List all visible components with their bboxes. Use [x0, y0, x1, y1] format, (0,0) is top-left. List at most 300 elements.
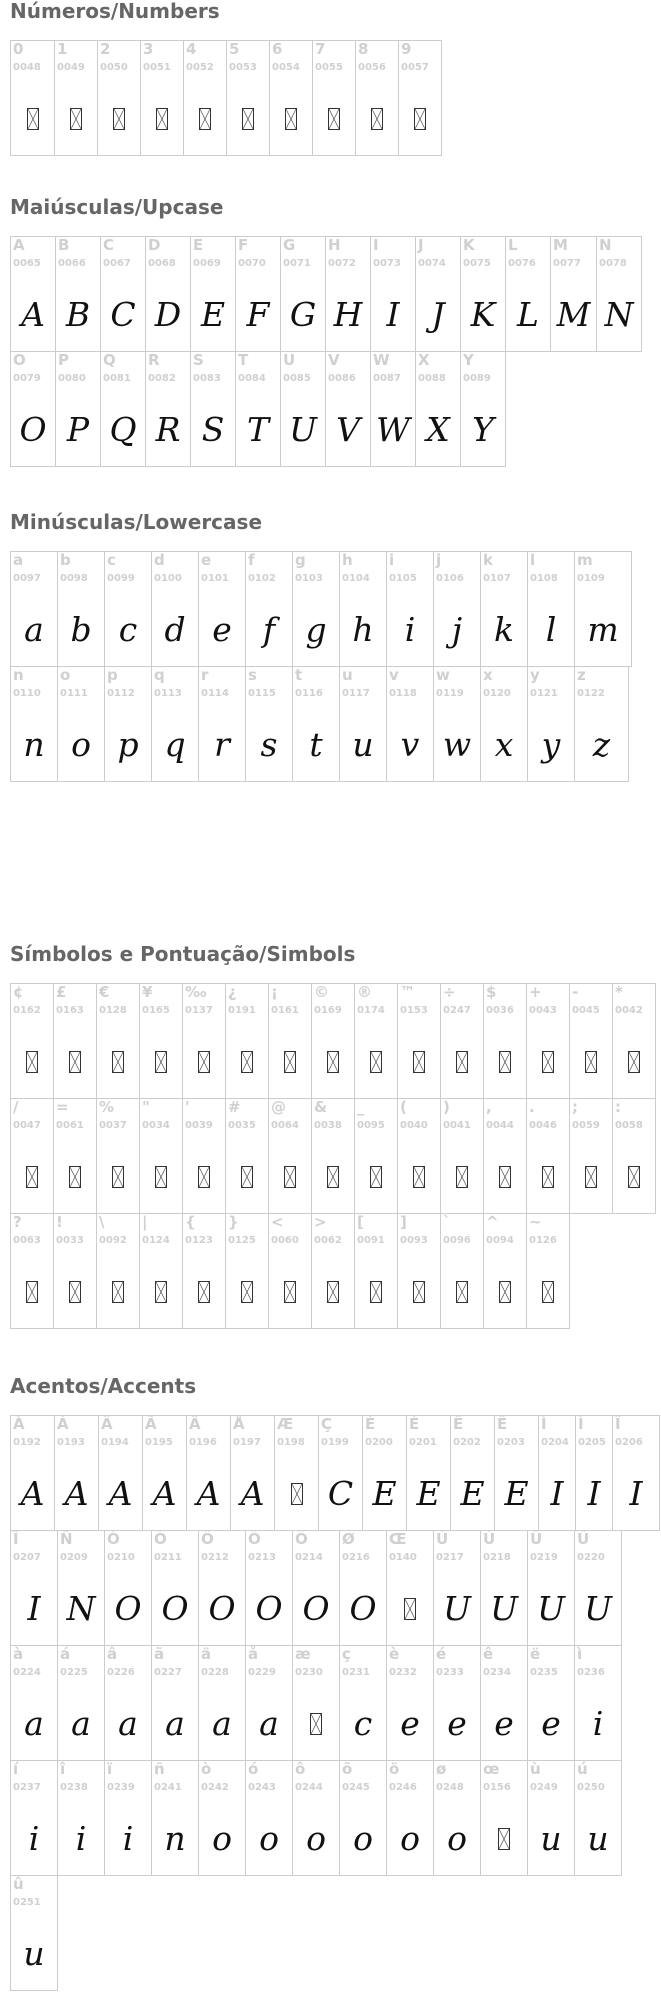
glyph-char-label: Q	[103, 351, 116, 369]
glyph-code-label: 0242	[201, 1782, 229, 1793]
glyph-sample: o	[212, 1819, 232, 1858]
missing-glyph-icon	[11, 99, 54, 139]
missing-glyph-icon	[398, 1042, 440, 1082]
glyph-code-label: 0051	[143, 62, 171, 73]
section-numbers	[10, 0, 661, 155]
missing-glyph-icon	[355, 1042, 397, 1082]
glyph-code-label: 0100	[154, 573, 182, 584]
glyph-cell	[527, 1530, 575, 1646]
glyph-code-label: 0248	[436, 1782, 464, 1793]
glyph-char-label: ™	[400, 983, 415, 1001]
glyph-cell	[354, 1098, 398, 1214]
glyph-char-label: ¿	[228, 983, 237, 1001]
glyph-cell	[57, 551, 105, 667]
glyph-char-label: õ	[342, 1760, 353, 1778]
missing-glyph-icon	[484, 1042, 526, 1082]
missing-glyph-icon	[484, 1157, 526, 1197]
glyph-cell	[245, 1530, 293, 1646]
glyph-cell	[339, 1530, 387, 1646]
glyph-code-label: 0163	[56, 1005, 84, 1016]
glyph-cell	[10, 1213, 54, 1329]
glyph-char-label: )	[443, 1098, 450, 1116]
glyph-char-label: :	[615, 1098, 621, 1116]
glyph-sample: i	[75, 1819, 87, 1858]
glyph-char-label: î	[60, 1760, 66, 1778]
glyph-cell	[325, 351, 371, 467]
glyph-cell	[612, 983, 656, 1099]
glyph-sample: A	[21, 295, 45, 334]
glyph-sample: P	[66, 410, 90, 449]
glyph-code-label: 0165	[142, 1005, 170, 1016]
glyph-sample: O	[349, 1589, 377, 1628]
glyph-sample: o	[306, 1819, 326, 1858]
glyph-code-label: 0045	[572, 1005, 600, 1016]
glyph-char-label: ñ	[154, 1760, 165, 1778]
glyph-cell	[480, 551, 528, 667]
glyph-cell	[575, 1415, 613, 1531]
section-title: Símbolos e Pontuação/Simbols	[10, 942, 356, 966]
glyph-cell	[55, 351, 101, 467]
glyph-char-label: ÷	[443, 983, 456, 1001]
glyph-char-label: $	[486, 983, 497, 1001]
glyph-sample: I	[550, 1474, 564, 1513]
glyph-sample: E	[460, 1474, 485, 1513]
glyph-cell	[292, 1645, 340, 1761]
glyph-cell	[574, 551, 632, 667]
glyph-cell	[198, 666, 246, 782]
glyph-cell	[339, 1760, 387, 1876]
glyph-code-label: 0235	[530, 1667, 558, 1678]
glyph-char-label: (	[400, 1098, 407, 1116]
glyph-code-label: 0057	[401, 62, 429, 73]
glyph-sample: E	[416, 1474, 441, 1513]
glyph-sample: n	[164, 1819, 186, 1858]
glyph-sample: y	[541, 725, 561, 764]
glyph-char-label: v	[389, 666, 399, 684]
glyph-char-label: w	[436, 666, 450, 684]
glyph-cell	[406, 1415, 451, 1531]
glyph-char-label: d	[154, 551, 165, 569]
glyph-char-label: W	[373, 351, 390, 369]
glyph-char-label: {	[185, 1213, 196, 1231]
missing-glyph-icon	[11, 1272, 53, 1312]
glyph-char-label: a	[13, 551, 24, 569]
glyph-code-label: 0206	[615, 1437, 643, 1448]
glyph-cell	[53, 983, 97, 1099]
glyph-cell	[292, 551, 340, 667]
glyph-sample: O	[302, 1589, 330, 1628]
missing-glyph-icon	[98, 99, 140, 139]
glyph-char-label: &	[314, 1098, 328, 1116]
glyph-cell	[268, 1213, 312, 1329]
glyph-char-label: c	[107, 551, 116, 569]
glyph-code-label: 0061	[56, 1120, 84, 1131]
glyph-sample: h	[352, 610, 374, 649]
glyph-char-label: B	[58, 236, 70, 254]
missing-glyph-icon	[527, 1272, 569, 1312]
glyph-cell	[198, 1760, 246, 1876]
glyph-code-label: 0065	[13, 258, 41, 269]
glyph-code-label: 0169	[314, 1005, 342, 1016]
missing-glyph-icon	[527, 1157, 569, 1197]
glyph-sample: H	[333, 295, 363, 334]
glyph-sample: o	[353, 1819, 373, 1858]
glyph-sample: N	[604, 295, 634, 334]
glyph-char-label: m	[577, 551, 593, 569]
glyph-cell	[96, 1213, 140, 1329]
glyph-cell	[311, 1098, 355, 1214]
glyph-code-label: 0201	[409, 1437, 437, 1448]
glyph-cell	[10, 1530, 58, 1646]
glyph-cell	[280, 236, 326, 352]
section-title: Acentos/Accents	[10, 1374, 197, 1398]
glyph-code-label: 0211	[154, 1552, 182, 1563]
glyph-sample: k	[494, 610, 514, 649]
glyph-grid	[10, 236, 661, 466]
glyph-char-label: @	[271, 1098, 286, 1116]
glyph-sample: u	[587, 1819, 609, 1858]
glyph-sample: U	[584, 1589, 612, 1628]
glyph-code-label: 0054	[272, 62, 300, 73]
glyph-char-label: Ä	[189, 1415, 201, 1433]
glyph-char-label: ò	[201, 1760, 212, 1778]
glyph-cell	[186, 1415, 231, 1531]
glyph-cell	[433, 1760, 481, 1876]
glyph-char-label: /	[13, 1098, 19, 1116]
glyph-code-label: 0092	[99, 1235, 127, 1246]
glyph-cell	[10, 666, 58, 782]
glyph-code-label: 0101	[201, 573, 229, 584]
glyph-code-label: 0195	[145, 1437, 173, 1448]
glyph-code-label: 0212	[201, 1552, 229, 1563]
glyph-cell	[55, 236, 101, 352]
glyph-char-label: Ì	[541, 1415, 547, 1433]
glyph-char-label: X	[418, 351, 430, 369]
glyph-sample: S	[201, 410, 225, 449]
glyph-cell	[574, 1530, 622, 1646]
glyph-cell	[57, 1760, 105, 1876]
glyph-code-label: 0126	[529, 1235, 557, 1246]
missing-glyph-icon	[570, 1157, 612, 1197]
glyph-cell	[226, 40, 270, 156]
glyph-code-label: 0050	[100, 62, 128, 73]
glyph-cell	[54, 40, 98, 156]
missing-glyph-icon	[355, 1272, 397, 1312]
glyph-sample: U	[443, 1589, 471, 1628]
missing-glyph-icon	[11, 1157, 53, 1197]
glyph-char-label: £	[56, 983, 67, 1001]
glyph-char-label: Ú	[483, 1530, 496, 1548]
glyph-char-label: o	[60, 666, 71, 684]
glyph-code-label: 0068	[148, 258, 176, 269]
glyph-code-label: 0192	[13, 1437, 41, 1448]
glyph-cell	[145, 236, 191, 352]
glyph-code-label: 0084	[238, 373, 266, 384]
missing-glyph-icon	[441, 1157, 483, 1197]
missing-glyph-icon	[141, 99, 183, 139]
glyph-cell	[526, 1213, 570, 1329]
glyph-char-label: R	[148, 351, 160, 369]
glyph-sample: o	[400, 1819, 420, 1858]
glyph-char-label: è	[389, 1645, 400, 1663]
glyph-cell	[245, 551, 293, 667]
missing-glyph-icon	[527, 1042, 569, 1082]
glyph-code-label: 0213	[248, 1552, 276, 1563]
glyph-code-label: 0063	[13, 1235, 41, 1246]
glyph-code-label: 0237	[13, 1782, 41, 1793]
glyph-cell	[53, 1213, 97, 1329]
glyph-code-label: 0074	[418, 258, 446, 269]
glyph-char-label: œ	[483, 1760, 500, 1778]
glyph-sample: O	[255, 1589, 283, 1628]
glyph-code-label: 0071	[283, 258, 311, 269]
glyph-char-label: y	[530, 666, 540, 684]
glyph-code-label: 0197	[233, 1437, 261, 1448]
glyph-sample: I	[386, 295, 400, 334]
glyph-code-label: 0116	[295, 688, 323, 699]
glyph-cell	[97, 40, 141, 156]
glyph-cell	[10, 1098, 54, 1214]
glyph-code-label: 0114	[201, 688, 229, 699]
glyph-cell	[98, 1415, 143, 1531]
glyph-cell	[440, 983, 484, 1099]
glyph-grid	[10, 40, 661, 155]
glyph-cell	[460, 351, 506, 467]
glyph-sample: a	[24, 1704, 44, 1743]
glyph-char-label: p	[107, 666, 118, 684]
glyph-char-label: å	[248, 1645, 259, 1663]
glyph-char-label: N	[599, 236, 612, 254]
glyph-char-label: Ñ	[60, 1530, 73, 1548]
glyph-char-label: e	[201, 551, 212, 569]
glyph-cell	[140, 40, 184, 156]
glyph-sample: X	[426, 410, 450, 449]
glyph-sample: R	[155, 410, 181, 449]
glyph-cell	[245, 1760, 293, 1876]
glyph-cell	[104, 1530, 152, 1646]
glyph-cell	[151, 666, 199, 782]
glyph-cell	[433, 1645, 481, 1761]
section-symbols	[10, 943, 661, 1328]
glyph-cell	[198, 1530, 246, 1646]
glyph-cell	[151, 1645, 199, 1761]
glyph-code-label: 0112	[107, 688, 135, 699]
glyph-cell	[57, 666, 105, 782]
glyph-char-label: €	[99, 983, 110, 1001]
glyph-cell	[96, 983, 140, 1099]
missing-glyph-icon	[226, 1157, 268, 1197]
glyph-cell	[480, 1530, 528, 1646]
glyph-char-label: [	[357, 1213, 364, 1231]
glyph-code-label: 0137	[185, 1005, 213, 1016]
glyph-code-label: 0043	[529, 1005, 557, 1016]
glyph-code-label: 0198	[277, 1437, 305, 1448]
missing-glyph-icon	[398, 1272, 440, 1312]
glyph-code-label: 0053	[229, 62, 257, 73]
glyph-cell	[397, 1213, 441, 1329]
glyph-code-label: 0233	[436, 1667, 464, 1678]
missing-glyph-icon	[275, 1474, 318, 1514]
glyph-char-label: +	[529, 983, 542, 1001]
glyph-cell	[494, 1415, 539, 1531]
glyph-char-label: Ü	[577, 1530, 590, 1548]
glyph-cell	[433, 551, 481, 667]
glyph-char-label: `	[443, 1213, 451, 1231]
glyph-code-label: 0034	[142, 1120, 170, 1131]
glyph-code-label: 0156	[483, 1782, 511, 1793]
missing-glyph-icon	[226, 1042, 268, 1082]
glyph-cell	[415, 236, 461, 352]
glyph-code-label: 0035	[228, 1120, 256, 1131]
glyph-code-label: 0207	[13, 1552, 41, 1563]
glyph-cell	[480, 1760, 528, 1876]
glyph-code-label: 0232	[389, 1667, 417, 1678]
glyph-char-label: Î	[615, 1415, 621, 1433]
glyph-char-label: Ó	[154, 1530, 167, 1548]
glyph-cell	[292, 1530, 340, 1646]
glyph-code-label: 0227	[154, 1667, 182, 1678]
missing-glyph-icon	[441, 1272, 483, 1312]
glyph-char-label: K	[463, 236, 475, 254]
glyph-code-label: 0070	[238, 258, 266, 269]
glyph-cell	[483, 1098, 527, 1214]
missing-glyph-icon	[613, 1042, 655, 1082]
glyph-code-label: 0110	[13, 688, 41, 699]
glyph-cell	[354, 983, 398, 1099]
glyph-char-label: ‰	[185, 983, 207, 1001]
glyph-sample: M	[556, 295, 591, 334]
glyph-cell	[151, 551, 199, 667]
glyph-char-label: f	[248, 551, 255, 569]
glyph-sample: Q	[109, 410, 137, 449]
glyph-char-label: F	[238, 236, 249, 254]
glyph-code-label: 0251	[13, 1897, 41, 1908]
glyph-sample: O	[19, 410, 47, 449]
glyph-code-label: 0209	[60, 1552, 88, 1563]
glyph-sample: e	[541, 1704, 561, 1743]
section-title: Números/Numbers	[10, 0, 220, 23]
glyph-code-label: 0125	[228, 1235, 256, 1246]
glyph-cell	[386, 551, 434, 667]
glyph-cell	[569, 983, 613, 1099]
missing-glyph-icon	[183, 1042, 225, 1082]
glyph-char-label: ó	[248, 1760, 259, 1778]
glyph-char-label: _	[357, 1098, 365, 1116]
glyph-code-label: 0217	[436, 1552, 464, 1563]
glyph-sample: w	[442, 725, 472, 764]
glyph-code-label: 0044	[486, 1120, 514, 1131]
missing-glyph-icon	[355, 1157, 397, 1197]
glyph-char-label: z	[577, 666, 586, 684]
glyph-sample: x	[494, 725, 514, 764]
glyph-cell	[100, 351, 146, 467]
glyph-char-label: Á	[57, 1415, 69, 1433]
glyph-code-label: 0104	[342, 573, 370, 584]
glyph-code-label: 0161	[271, 1005, 299, 1016]
glyph-cell	[96, 1098, 140, 1214]
glyph-code-label: 0086	[328, 373, 356, 384]
glyph-sample: a	[259, 1704, 279, 1743]
glyph-code-label: 0036	[486, 1005, 514, 1016]
glyph-cell	[526, 983, 570, 1099]
glyph-cell	[104, 1760, 152, 1876]
glyph-char-label: '	[185, 1098, 190, 1116]
glyph-char-label: ã	[154, 1645, 165, 1663]
missing-glyph-icon	[356, 99, 398, 139]
glyph-cell	[397, 1098, 441, 1214]
glyph-char-label: ê	[483, 1645, 494, 1663]
glyph-cell	[362, 1415, 407, 1531]
glyph-code-label: 0239	[107, 1782, 135, 1793]
glyph-cell	[235, 236, 281, 352]
glyph-cell	[370, 351, 416, 467]
glyph-sample: i	[122, 1819, 134, 1858]
glyph-code-label: 0234	[483, 1667, 511, 1678]
glyph-code-label: 0122	[577, 688, 605, 699]
glyph-char-label: C	[103, 236, 115, 254]
glyph-cell	[54, 1415, 99, 1531]
glyph-code-label: 0060	[271, 1235, 299, 1246]
glyph-sample: O	[161, 1589, 189, 1628]
glyph-sample: Y	[472, 410, 494, 449]
glyph-char-label: ë	[530, 1645, 541, 1663]
glyph-sample: a	[212, 1704, 232, 1743]
glyph-code-label: 0052	[186, 62, 214, 73]
glyph-cell	[397, 983, 441, 1099]
glyph-cell	[10, 1645, 58, 1761]
glyph-cell	[440, 1098, 484, 1214]
glyph-cell	[10, 551, 58, 667]
glyph-sample: N	[66, 1589, 96, 1628]
glyph-code-label: 0224	[13, 1667, 41, 1678]
glyph-char-label: 9	[401, 40, 412, 58]
glyph-sample: A	[108, 1474, 133, 1513]
glyph-code-label: 0216	[342, 1552, 370, 1563]
glyph-sample: A	[196, 1474, 221, 1513]
glyph-char-label: q	[154, 666, 165, 684]
glyph-char-label: U	[283, 351, 296, 369]
glyph-char-label: g	[295, 551, 306, 569]
glyph-code-label: 0210	[107, 1552, 135, 1563]
glyph-sample: U	[490, 1589, 518, 1628]
glyph-cell	[460, 236, 506, 352]
glyph-sample: r	[214, 725, 230, 764]
glyph-char-label: }	[228, 1213, 239, 1231]
glyph-cell	[198, 551, 246, 667]
glyph-code-label: 0081	[103, 373, 131, 384]
glyph-sample: O	[114, 1589, 142, 1628]
glyph-code-label: 0098	[60, 573, 88, 584]
glyph-cell	[386, 1760, 434, 1876]
glyph-cell	[10, 351, 56, 467]
section-upcase	[10, 196, 661, 466]
glyph-code-label: 0088	[418, 373, 446, 384]
glyph-sample: I	[629, 1474, 643, 1513]
glyph-cell	[10, 1415, 55, 1531]
glyph-cell	[398, 40, 442, 156]
glyph-code-label: 0087	[373, 373, 401, 384]
missing-glyph-icon	[312, 1042, 354, 1082]
glyph-code-label: 0249	[530, 1782, 558, 1793]
glyph-code-label: 0245	[342, 1782, 370, 1793]
glyph-grid	[10, 1415, 661, 1990]
glyph-code-label: 0103	[295, 573, 323, 584]
glyph-char-label: Ø	[342, 1530, 355, 1548]
glyph-code-label: 0199	[321, 1437, 349, 1448]
glyph-cell	[440, 1213, 484, 1329]
glyph-code-label: 0076	[508, 258, 536, 269]
glyph-code-label: 0093	[400, 1235, 428, 1246]
